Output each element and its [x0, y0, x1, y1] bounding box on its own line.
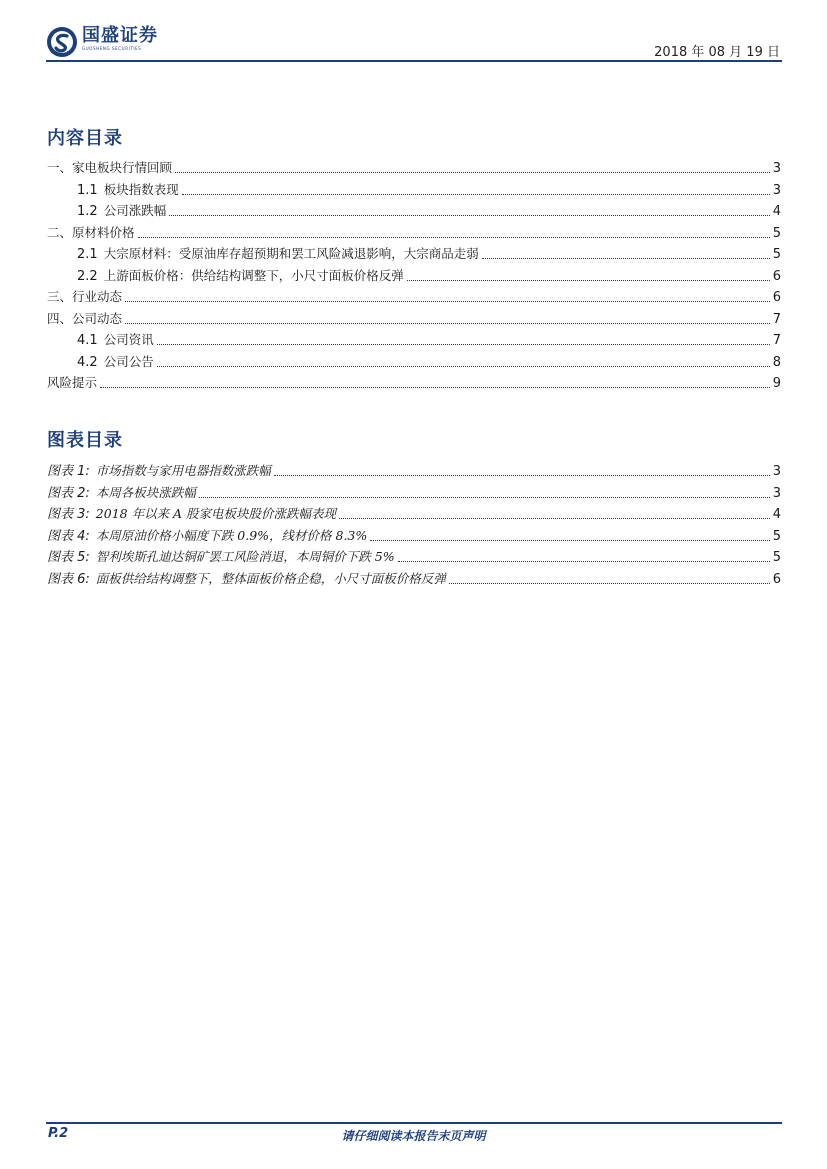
dot-leader — [274, 475, 770, 476]
entry-number: 2.1 — [77, 247, 98, 262]
figure-entry[interactable] — [47, 546, 781, 568]
entry-label: 面板供给结构调整下，整体面板价格企稳，小尺寸面板价格反弹 — [95, 570, 446, 586]
toc-entry[interactable] — [47, 243, 781, 265]
entry-label: 板块指数表现 — [103, 181, 179, 197]
toc-entry[interactable] — [47, 157, 781, 179]
contents-list — [47, 157, 781, 394]
entry-page-number: 8 — [772, 354, 781, 370]
dot-leader — [157, 366, 770, 367]
entry-page-number: 3 — [772, 161, 781, 176]
toc-entry[interactable] — [47, 200, 781, 222]
footer-divider — [46, 1122, 782, 1124]
entry-page-number: 4 — [772, 507, 781, 522]
entry-number: 图表 4: — [47, 528, 90, 544]
entry-label: 市场指数与家用电器指数涨跌幅 — [95, 463, 271, 478]
disclaimer-note: 请仔细阅读本报告末页声明 — [341, 1129, 486, 1143]
entry-label: 公司涨跌幅 — [103, 203, 167, 218]
entry-page-number: 4 — [772, 204, 781, 219]
entry-page-number: 5 — [772, 225, 781, 241]
figure-entry[interactable] — [47, 568, 781, 590]
company-logo — [46, 26, 158, 62]
toc-entry[interactable] — [47, 372, 781, 394]
toc-entry[interactable] — [47, 329, 781, 351]
entry-page-number: 5 — [772, 528, 781, 544]
header-divider — [46, 60, 782, 62]
logo-subtitle: GUOSHENG SECURITIES — [82, 46, 142, 51]
guosheng-logo-icon — [46, 26, 78, 58]
dot-leader — [138, 237, 770, 238]
entry-label: 一、家电板块行情回顾 — [47, 160, 173, 175]
report-date: 2018 年 08 月 19 日 — [654, 45, 780, 60]
dot-leader — [125, 323, 770, 324]
entry-page-number: 3 — [772, 182, 781, 198]
entry-page-number: 6 — [772, 571, 781, 587]
toc-entry[interactable] — [47, 222, 781, 244]
toc-entry[interactable] — [47, 179, 781, 201]
dot-leader — [182, 194, 770, 195]
figure-entry[interactable] — [47, 525, 781, 547]
toc-entry[interactable] — [47, 286, 781, 308]
dot-leader — [169, 215, 770, 216]
figures-list — [47, 460, 781, 589]
entry-number: 2.2 — [77, 268, 98, 284]
entry-number: 图表 2: — [47, 485, 90, 501]
entry-label: 公司资讯 — [103, 332, 154, 347]
entry-page-number: 5 — [772, 550, 781, 565]
dot-leader — [125, 301, 770, 302]
entry-number: 图表 5: — [47, 550, 90, 565]
entry-number: 图表 1: — [47, 464, 90, 479]
page-header — [46, 22, 782, 62]
entry-label: 本周各板块涨跌幅 — [95, 484, 196, 500]
toc-entry[interactable] — [47, 308, 781, 330]
entry-label: 风险提示 — [47, 375, 98, 390]
entry-label: 本周原油价格小幅度下跌 0.9%，线材价格 8.3% — [95, 527, 368, 543]
page-number: P.2 — [48, 1126, 69, 1141]
entry-number: 图表 3: — [47, 507, 90, 522]
toc-entry[interactable] — [47, 265, 781, 287]
entry-number: 4.2 — [77, 354, 98, 370]
entry-label: 三、行业动态 — [47, 289, 123, 304]
dot-leader — [370, 540, 769, 541]
dot-leader — [398, 561, 770, 562]
entry-number: 1.1 — [77, 182, 98, 198]
contents-title: 内容目录 — [47, 128, 123, 149]
entry-label: 智利埃斯孔迪达铜矿罢工风险消退，本周铜价下跌 5% — [95, 549, 395, 564]
entry-number: 图表 6: — [47, 571, 90, 587]
entry-page-number: 7 — [772, 311, 781, 327]
dot-leader — [199, 497, 770, 498]
entry-label: 2018 年以来 A 股家电板块股价涨跌幅表现 — [95, 506, 337, 521]
toc-entry[interactable] — [47, 351, 781, 373]
entry-page-number: 5 — [772, 247, 781, 262]
entry-label: 四、公司动态 — [47, 310, 123, 326]
entry-number: 1.2 — [77, 204, 98, 219]
entry-page-number: 3 — [772, 485, 781, 501]
figure-entry[interactable] — [47, 460, 781, 482]
entry-label: 公司公告 — [103, 353, 154, 369]
entry-page-number: 6 — [772, 268, 781, 284]
entry-page-number: 9 — [772, 376, 781, 391]
dot-leader — [100, 387, 770, 388]
entry-label: 二、原材料价格 — [47, 224, 135, 240]
figure-entry[interactable] — [47, 482, 781, 504]
dot-leader — [449, 583, 770, 584]
dot-leader — [157, 344, 770, 345]
dot-leader — [407, 280, 770, 281]
entry-page-number: 6 — [772, 290, 781, 305]
entry-page-number: 3 — [772, 464, 781, 479]
entry-page-number: 7 — [772, 333, 781, 348]
figures-title: 图表目录 — [47, 430, 123, 451]
entry-number: 4.1 — [77, 333, 98, 348]
figure-entry[interactable] — [47, 503, 781, 525]
entry-label: 上游面板价格：供给结构调整下，小尺寸面板价格反弹 — [103, 267, 404, 283]
entry-label: 大宗原材料：受原油库存超预期和罢工风险减退影响，大宗商品走弱 — [103, 246, 479, 261]
dot-leader — [339, 518, 770, 519]
dot-leader — [175, 172, 770, 173]
logo-name: 国盛证券 — [82, 25, 158, 46]
dot-leader — [482, 258, 770, 259]
